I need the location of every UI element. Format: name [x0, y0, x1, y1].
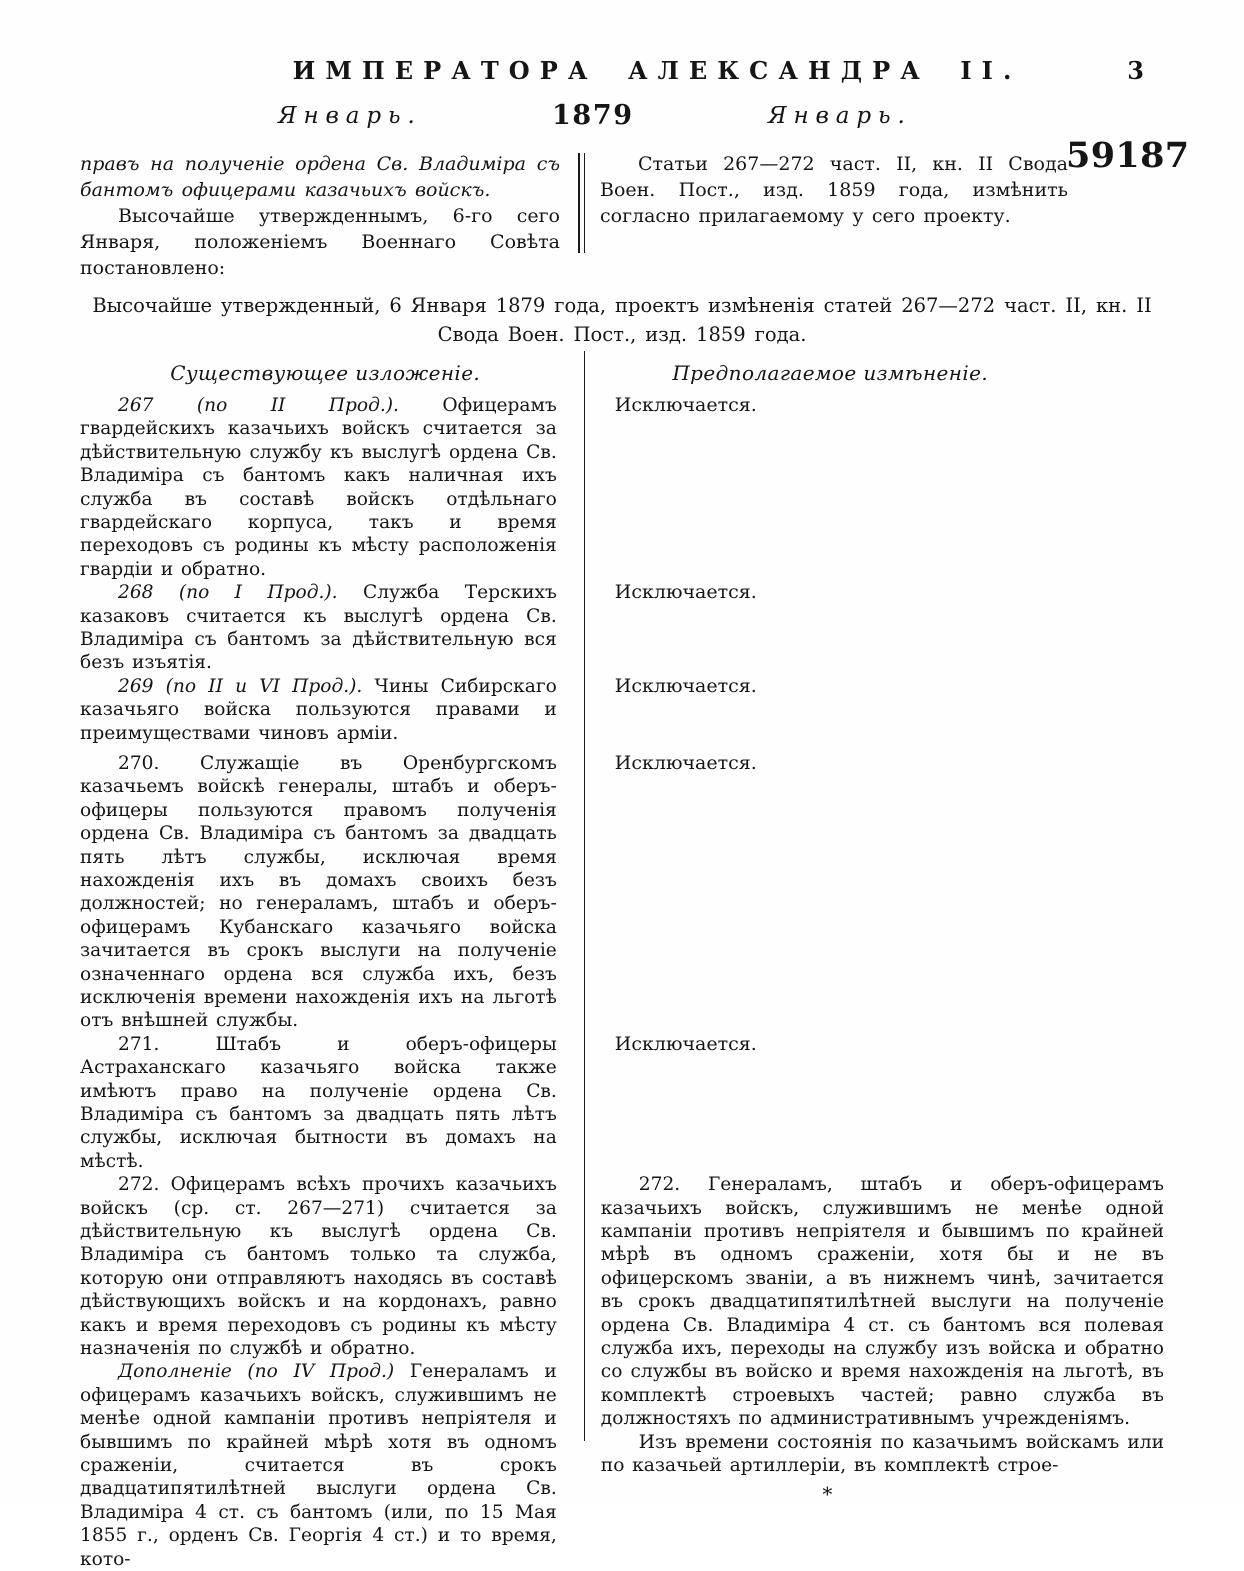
article-row-268 [80, 581, 1164, 675]
article-272-change [601, 1173, 1164, 1571]
article-269-existing [80, 675, 557, 752]
intro-continuation-text: правъ на полученіе ордена Св. Владиміра съ бантомъ офицерами казачьихъ войскъ. [80, 153, 560, 201]
article-267-change [601, 394, 1164, 581]
intro-right-paragraph: Статьи 267—272 част. II, кн. II Свода Воен. Пост., изд. 1859 года, измѣнить согласно прилагаемому у сего проекту. [600, 153, 1068, 227]
article-271-change [601, 1033, 1164, 1173]
column-header-left: Существующее изложеніе. [170, 361, 481, 385]
date-row [0, 100, 1244, 135]
column-divider-double-rule [578, 153, 585, 253]
article-272-text-old: Офицерамъ всѣхъ прочихъ казачьихъ войскъ (ср. ст. 267—271) считается за дѣйствительную къ выслугѣ ордена Св. Владиміра съ бантомъ только та служба, которую они отправляютъ находясь въ составѣ дѣйствующихъ войскъ и на кордонахъ, равно какъ и время переходовъ съ родины къ мѣсту назначенія по службѣ и обратно. [80, 1174, 557, 1360]
addendum-label: Дополненіе (по IV Прод.) [118, 1361, 395, 1383]
article-272-existing [80, 1173, 557, 1571]
article-272-number-new: 272. [638, 1174, 681, 1196]
article-271-change-text: Исключается. [614, 1032, 757, 1055]
article-271-text: Штабъ и оберъ-офицеры Астраханскаго казачьяго войска также имѣютъ право на полученіе ордена Св. Владиміра съ бантомъ за двадцать пять лѣтъ службы, исключая бытности въ домахъ на мѣстѣ. [80, 1033, 557, 1172]
footnote-asterisk: * [822, 1482, 833, 1507]
act-number: 59187 [1066, 135, 1190, 176]
article-269-text: Чины Сибирскаго казачьяго войска пользуются правами и преимуществами чиновъ арміи. [80, 675, 557, 744]
article-row-270 [80, 752, 1164, 1033]
article-269-change [601, 675, 1164, 752]
intro-section [80, 135, 1190, 281]
decree-heading: Высочайше утвержденный, 6 Января 1879 года, проектъ измѣненія статей 267—272 част. II, кн. II Свода Воен. Пост., изд. 1859 года. [92, 294, 1152, 346]
column-divider-rule [584, 351, 585, 1441]
article-267-change-text: Исключается. [614, 394, 757, 416]
article-272-text-new: Генераламъ, штабъ и оберъ-офицерамъ казачьихъ войскъ, служившимъ не менѣе одной кампаніи противъ непріятеля и бывшимъ по крайней мѣрѣ въ одномъ сраженіи, хотя бы и не въ офицерскомъ званіи, а въ нижнемъ чинѣ, зачитается въ срокъ двадцатипятилѣтней выслуги на полученіе ордена Св. Владиміра 4 ст. съ бантомъ вся полевая служба ихъ, переходы на службу изъ войска и обратно со службы въ войско и время нахожденія на льготѣ, въ комплектѣ строевыхъ частей; равно служба въ должностяхъ по административнымъ учрежденіямъ. [600, 1174, 1164, 1430]
addendum-text: Генераламъ и офицерамъ казачьихъ войскъ, служившимъ не менѣе одной кампаніи противъ непріятеля и бывшимъ по крайней мѣрѣ хотя въ одномъ сраженіи, считается въ срокъ двадцатипятилѣтней выслуги ордена Св. Владиміра 4 ст. съ бантомъ (или, по 15 Мая 1855 г., орденъ Св. Георгія 4 ст.) и то время, кото- [80, 1361, 557, 1570]
page-number: 3 [1127, 56, 1144, 85]
intro-left-paragraph: Высочайше утвержденнымъ, 6-го сего Января, положеніемъ Военнаго Совѣта постановлено: [80, 205, 560, 279]
page-title: ИМПЕРАТОРА АЛЕКСАНДРА II. [292, 56, 1022, 85]
year-label: 1879 [552, 100, 634, 131]
intro-right-column [600, 151, 1068, 229]
month-label-left: Январь. [278, 103, 422, 129]
article-row-272 [80, 1173, 1164, 1571]
comparison-table [80, 361, 1164, 1571]
article-268-existing [80, 581, 557, 675]
article-268-text: Служба Терскихъ казаковъ считается къ выслугѣ ордена Св. Владиміра съ бантомъ за дѣйствительную вся безъ изъятія. [80, 582, 557, 674]
article-270-existing [80, 752, 557, 1033]
article-271-number: 271. [118, 1033, 160, 1055]
article-270-change-text: Исключается. [614, 751, 757, 774]
article-row-269 [80, 675, 1164, 752]
article-269-change-text: Исключается. [614, 674, 757, 697]
table-header-row [80, 361, 1164, 385]
intro-left-column [80, 151, 560, 281]
article-267-number: 267 (по II Прод.). [118, 395, 399, 416]
article-row-271 [80, 1033, 1164, 1173]
article-268-change-text: Исключается. [614, 581, 757, 604]
article-267-text: Офицерамъ гвардейскихъ казачьихъ войскъ считается за дѣйствительную службу къ выслугѣ ордена Св. Владиміра съ бантомъ какъ наличная ихъ служба въ составѣ войскъ отдѣльнаго гвардейскаго корпуса, такъ и время переходовъ съ родины къ мѣсту расположенія гвардіи и обратно. [80, 395, 557, 580]
running-head [0, 0, 1244, 135]
article-269-number: 269 (по II и VI Прод.). [118, 675, 363, 697]
month-label-right: Январь. [768, 103, 912, 129]
article-268-number: 268 (по I Прод.). [118, 582, 338, 604]
article-268-change [601, 581, 1164, 675]
article-row-267 [80, 394, 1164, 581]
article-272-change-paragraph-2: Изъ времени состоянія по казачьимъ войскамъ или по казачьей артиллеріи, въ комплектѣ строе- [600, 1431, 1164, 1477]
article-270-number: 270. [118, 752, 160, 774]
article-270-text: Служащіе въ Оренбургскомъ казачьемъ войскѣ генералы, штабъ и оберъ-офицеры пользуются правомъ полученія ордена Св. Владиміра съ бантомъ за двадцать пять лѣтъ службы, исключая время нахожденія ихъ въ домахъ своихъ безъ должностей; но генераламъ, штабъ и оберъ-офицерамъ Кубанскаго казачьяго войска зачитается въ срокъ выслуги на полученіе означеннаго ордена вся служба ихъ, безъ исключенія времени нахожденія ихъ на льготѣ отъ внѣшней службы. [80, 752, 557, 1032]
article-272-number-old: 272. [118, 1174, 160, 1196]
column-header-right: Предполагаемое измѣненіе. [672, 361, 989, 385]
article-267-existing [80, 394, 557, 581]
article-270-change [601, 752, 1164, 1033]
article-271-existing [80, 1033, 557, 1173]
